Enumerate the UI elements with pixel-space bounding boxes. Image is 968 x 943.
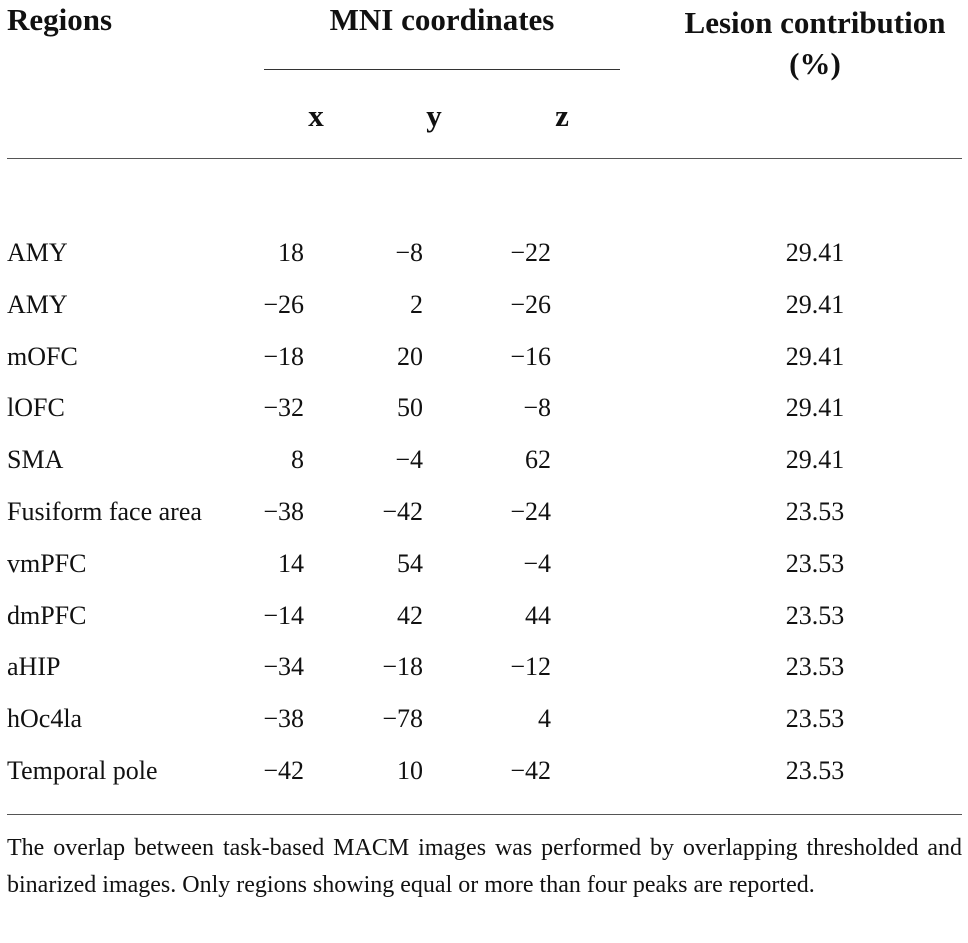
mni-header-rule <box>264 69 620 70</box>
cell-region: vmPFC <box>7 548 87 578</box>
col-header-x: x <box>308 98 324 133</box>
cell-x: −14 <box>263 600 304 630</box>
cell-x: −38 <box>263 704 304 734</box>
cell-z: −16 <box>510 341 551 371</box>
table-row <box>0 541 968 593</box>
cell-x: −42 <box>263 755 304 785</box>
cell-region: Temporal pole <box>7 755 158 785</box>
cell-z: −8 <box>523 393 551 423</box>
cell-lesion: 23.53 <box>785 755 845 785</box>
cell-lesion: 29.41 <box>785 393 845 423</box>
cell-region: dmPFC <box>7 600 87 630</box>
cell-x: 8 <box>291 445 304 475</box>
table-row <box>0 644 968 696</box>
table-bottom-rule <box>7 814 962 815</box>
cell-lesion: 23.53 <box>785 704 845 734</box>
header-bottom-rule <box>7 158 962 159</box>
cell-x: −38 <box>263 496 304 526</box>
cell-z: 44 <box>525 600 551 630</box>
cell-lesion: 29.41 <box>785 238 845 267</box>
cell-region: AMY <box>7 238 68 267</box>
cell-lesion: 23.53 <box>785 600 845 630</box>
cell-region: AMY <box>7 289 68 319</box>
col-header-y: y <box>426 98 442 133</box>
cell-z: 4 <box>538 704 551 734</box>
cell-lesion: 23.53 <box>785 548 845 578</box>
table-body <box>0 230 968 800</box>
cell-region: Fusiform face area <box>7 496 202 526</box>
table-row <box>0 334 968 386</box>
cell-region: hOc4la <box>7 704 83 734</box>
cell-x: −26 <box>263 289 304 319</box>
cell-region: aHIP <box>7 652 61 682</box>
table-row <box>0 748 968 800</box>
col-header-mni-coordinates: MNI coordinates <box>329 2 555 37</box>
table-footnote: The overlap between task-based MACM images was performed by overlapping thresholded and binarized images. Only regions showing equal or more than four peaks are reported. <box>7 835 962 898</box>
table-row <box>0 489 968 541</box>
cell-z: 62 <box>525 445 551 475</box>
cell-x: −34 <box>263 652 304 682</box>
cell-y: 54 <box>397 548 423 578</box>
cell-y: −78 <box>382 704 423 734</box>
cell-z: −26 <box>510 289 551 319</box>
cell-z: −22 <box>510 238 551 267</box>
cell-y: −4 <box>395 445 423 475</box>
cell-lesion: 29.41 <box>785 289 845 319</box>
cell-region: lOFC <box>7 393 65 423</box>
col-header-regions: Regions <box>7 2 113 37</box>
table-row <box>0 437 968 489</box>
cell-x: −18 <box>263 341 304 371</box>
cell-y: −8 <box>395 238 423 267</box>
cell-region: mOFC <box>7 341 78 371</box>
table-row <box>0 282 968 334</box>
cell-lesion: 29.41 <box>785 341 845 371</box>
table-row <box>0 230 968 282</box>
cell-y: 20 <box>397 341 423 371</box>
cell-z: −24 <box>510 496 551 526</box>
table-row <box>0 385 968 437</box>
cell-y: 42 <box>397 600 423 630</box>
cell-x: −32 <box>263 393 304 423</box>
cell-x: 18 <box>278 238 304 267</box>
cell-y: −42 <box>382 496 423 526</box>
cell-x: 14 <box>278 548 304 578</box>
cell-region: SMA <box>7 445 64 475</box>
cell-y: 10 <box>397 755 423 785</box>
cell-z: −42 <box>510 755 551 785</box>
cell-lesion: 23.53 <box>785 496 845 526</box>
col-header-lesion-contribution: Lesion contribution (%) <box>684 5 946 81</box>
table-row <box>0 593 968 645</box>
cell-y: 2 <box>410 289 423 319</box>
cell-z: −12 <box>510 652 551 682</box>
cell-y: 50 <box>397 393 423 423</box>
cell-lesion: 23.53 <box>785 652 845 682</box>
cell-y: −18 <box>382 652 423 682</box>
cell-z: −4 <box>523 548 551 578</box>
col-header-z: z <box>555 98 569 133</box>
cell-lesion: 29.41 <box>785 445 845 475</box>
table-row <box>0 696 968 748</box>
